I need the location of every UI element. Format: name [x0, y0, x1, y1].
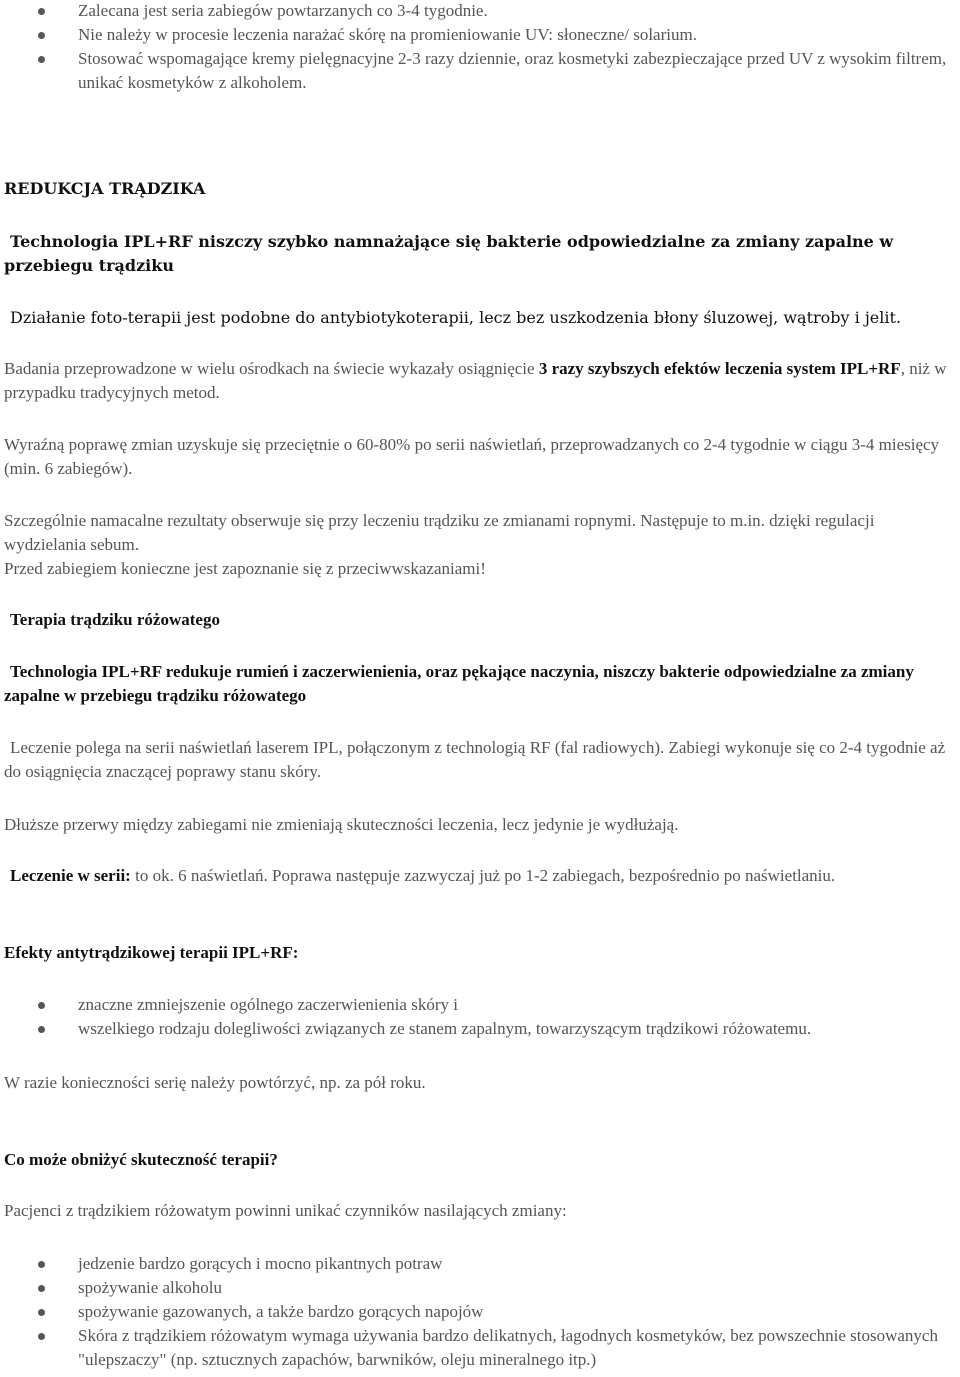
list-item: Nie należy w procesie leczenia narażać skórę na promieniowanie UV: słoneczne/ solarium.: [0, 23, 960, 47]
acne-paragraph-3: Wyraźną poprawę zmian uzyskuje się przeciętnie o 60-80% po serii naświetlań, przeprowadzanych co 2-4 tygodnie w ciągu 3-4 miesięcy (min. 6 zabiegów).: [4, 435, 940, 478]
list-item: Zalecana jest seria zabiegów powtarzanych co 3-4 tygodnie.: [0, 0, 960, 23]
acne-intro: Technologia IPL+RF niszczy szybko namnażające się bakterie odpowiedzialne za zmiany zapalne w przebiegu trądziku: [4, 232, 894, 275]
list-item: spożywanie gazowanych, a także bardzo gorących napojów: [0, 1300, 960, 1324]
effects-heading: Efekty antytrądzikowej terapii IPL+RF:: [4, 943, 299, 962]
acne-heading: REDUKCJA TRĄDZIKA: [4, 179, 206, 198]
rosacea-paragraph-1: Leczenie polega na serii naświetlań laserem IPL, połączonym z technologią RF (fal radiowych). Zabiegi wykonuje się co 2-4 tygodnie aż do osiągnięcia znaczącej poprawy stanu skóry.: [4, 738, 946, 781]
list-item: znaczne zmniejszenie ogólnego zaczerwienienia skóry i: [0, 993, 960, 1017]
contraindications-note: Przed zabiegiem konieczne jest zapoznanie się z przeciwwskazaniami!: [4, 559, 486, 578]
list-item: Stosować wspomagające kremy pielęgnacyjne 2-3 razy dziennie, oraz kosmetyki zabezpieczające przed UV z wysokim filtrem, unikać kosmetyków z alkoholem.: [0, 47, 960, 95]
list-item: wszelkiego rodzaju dolegliwości związanych ze stanem zapalnym, towarzyszącym trądzikowi różowatemu.: [0, 1017, 960, 1041]
rosacea-heading: Terapia trądziku różowatego: [10, 610, 220, 629]
list-item: jedzenie bardzo gorących i mocno pikantnych potraw: [0, 1252, 960, 1276]
list-item: Skóra z trądzikiem różowatym wymaga używania bardzo delikatnych, łagodnych kosmetyków, bez powszechnie stosowanych "ulepszaczy" (np. sztucznych zapachów, barwników, oleju mineralnego itp.): [0, 1324, 960, 1372]
recommendations-list: [0, 0, 960, 95]
rosacea-intro: Technologia IPL+RF redukuje rumień i zaczerwienienia, oraz pękające naczynia, niszczy bakterie odpowiedzialne za zmiany zapalne w przebiegu trądziku różowatego: [4, 662, 914, 705]
acne-paragraph-2: Badania przeprowadzone w wielu ośrodkach na świecie wykazały osiągnięcie 3 razy szybszych efektów leczenia system IPL+RF, niż w przypadku tradycyjnych metod.: [4, 359, 947, 402]
acne-paragraph-4: Szczególnie namacalne rezultaty obserwuje się przy leczeniu trądziku ze zmianami ropnymi. Następuje to m.in. dzięki regulacji wydzielania sebum.: [4, 511, 875, 554]
acne-paragraph-1: Działanie foto-terapii jest podobne do antybiotykoterapii, lecz bez uszkodzenia błony śluzowej, wątroby i jelit.: [10, 308, 902, 327]
list-item: spożywanie alkoholu: [0, 1276, 960, 1300]
effectiveness-intro: Pacjenci z trądzikiem różowatym powinni unikać czynników nasilających zmiany:: [4, 1201, 567, 1220]
effectiveness-heading: Co może obniżyć skuteczność terapii?: [4, 1150, 278, 1169]
series-paragraph: Leczenie w serii: to ok. 6 naświetlań. Poprawa następuje zazwyczaj już po 1-2 zabiegach, bezpośrednio po naświetlaniu.: [10, 866, 836, 885]
rosacea-paragraph-2: Dłuższe przerwy między zabiegami nie zmieniają skuteczności leczenia, lecz jedynie je wydłużają.: [4, 815, 679, 834]
effects-list: [0, 993, 960, 1041]
risk-factors-list: [0, 1252, 960, 1372]
repeat-note: W razie konieczności serię należy powtórzyć, np. za pół roku.: [4, 1073, 426, 1092]
